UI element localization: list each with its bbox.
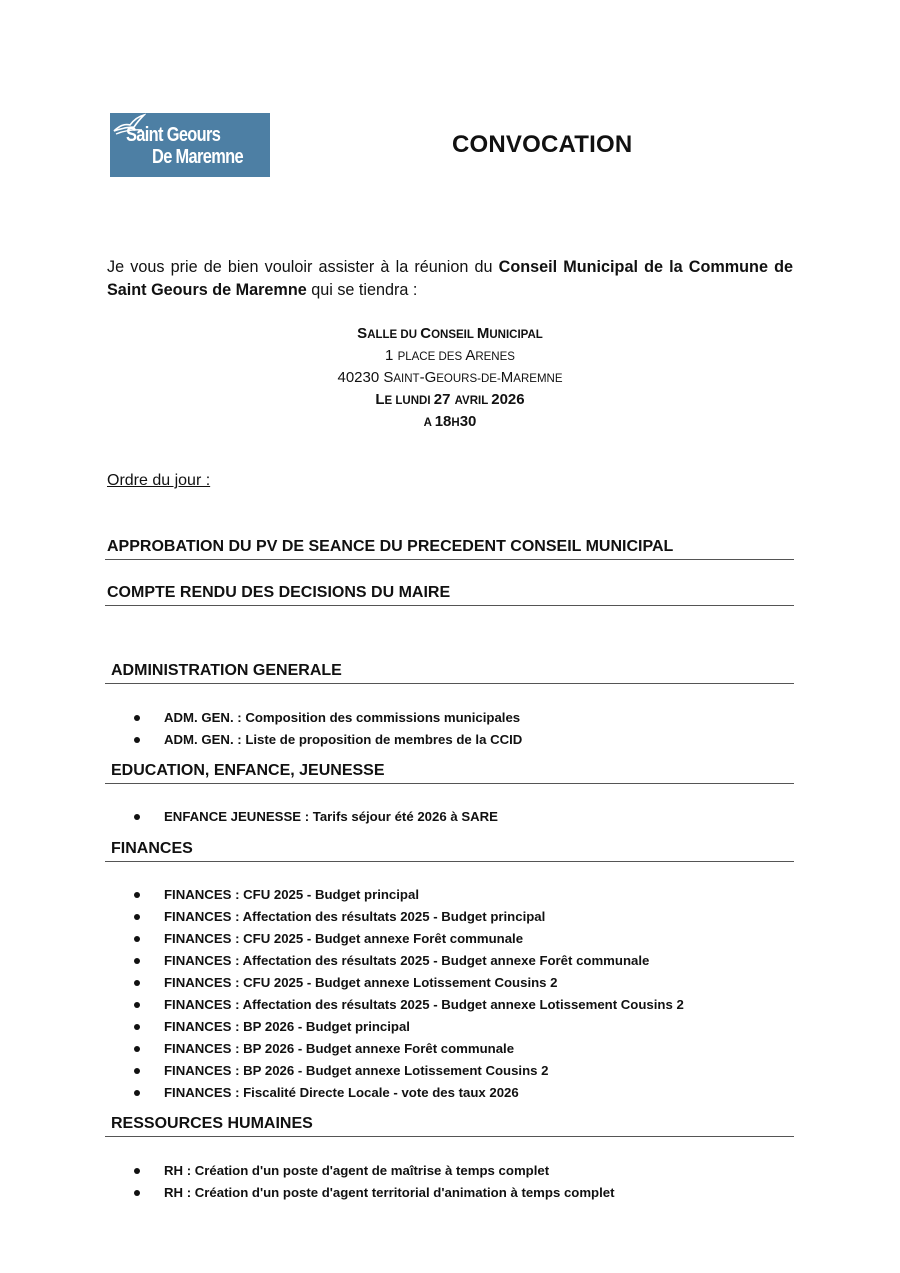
list-item: FINANCES : Affectation des résultats 2025 - Budget annexe Forêt communale xyxy=(0,950,684,972)
section-title: APPROBATION DU PV DE SEANCE DU PRECEDENT CONSEIL MUNICIPAL xyxy=(107,538,674,555)
document-title: CONVOCATION xyxy=(452,131,633,158)
list-item: FINANCES : BP 2026 - Budget principal xyxy=(0,1016,684,1038)
list-item: RH : Création d'un poste d'agent territorial d'animation à temps complet xyxy=(0,1182,615,1204)
list-item: ADM. GEN. : Composition des commissions municipales xyxy=(0,707,522,729)
list-item: FINANCES : BP 2026 - Budget annexe Forêt communale xyxy=(0,1038,684,1060)
bullet-icon xyxy=(134,958,140,964)
human-resources-list xyxy=(0,1160,615,1204)
section-pv-approval xyxy=(105,538,794,560)
section-title: ADMINISTRATION GENERALE xyxy=(111,662,342,679)
bullet-icon xyxy=(134,1046,140,1052)
logo-line-1: Saint Geours xyxy=(126,124,221,146)
section-administration xyxy=(105,662,794,684)
meeting-date: LE LUNDI 27 AVRIL 2026 xyxy=(375,391,525,408)
bullet-icon xyxy=(134,980,140,986)
agenda-label: Ordre du jour : xyxy=(107,472,211,489)
intro-tail: qui se tiendra : xyxy=(306,281,418,299)
bullet-icon xyxy=(134,1024,140,1030)
section-title: EDUCATION, ENFANCE, JEUNESSE xyxy=(111,762,385,779)
bullet-icon xyxy=(134,1168,140,1174)
intro-lead: Je vous prie de bien vouloir assister à la réunion du xyxy=(107,258,499,276)
list-item: FINANCES : CFU 2025 - Budget annexe Lotissement Cousins 2 xyxy=(0,972,684,994)
bullet-icon xyxy=(134,737,140,743)
bird-icon xyxy=(110,113,146,137)
section-title: FINANCES xyxy=(111,840,193,857)
venue-city: 40230 SAINT-GEOURS-DE-MAREMNE xyxy=(337,369,563,386)
bullet-icon xyxy=(134,1090,140,1096)
venue-room: SALLE DU CONSEIL MUNICIPAL xyxy=(357,325,543,342)
section-title: RESSOURCES HUMAINES xyxy=(111,1115,313,1132)
list-item: RH : Création d'un poste d'agent de maîtrise à temps complet xyxy=(0,1160,615,1182)
section-human-resources xyxy=(105,1115,794,1137)
meeting-time: A 18H30 xyxy=(423,413,477,430)
bullet-icon xyxy=(134,1190,140,1196)
bullet-icon xyxy=(134,715,140,721)
finances-list xyxy=(0,884,684,1104)
intro-paragraph xyxy=(107,256,793,302)
education-list xyxy=(0,806,498,828)
section-title: COMPTE RENDU DES DECISIONS DU MAIRE xyxy=(107,584,451,601)
bullet-icon xyxy=(134,892,140,898)
list-item: FINANCES : Affectation des résultats 2025 - Budget annexe Lotissement Cousins 2 xyxy=(0,994,684,1016)
list-item: FINANCES : CFU 2025 - Budget annexe Forêt communale xyxy=(0,928,684,950)
administration-list xyxy=(0,707,522,751)
section-mayor-decisions xyxy=(105,584,794,606)
intro-council-name: Conseil Municipal de la Commune de Saint Geours de Maremne xyxy=(107,258,793,299)
section-education xyxy=(105,762,794,784)
bullet-icon xyxy=(134,814,140,820)
municipality-logo xyxy=(110,113,270,177)
bullet-icon xyxy=(134,1002,140,1008)
bullet-icon xyxy=(134,936,140,942)
list-item: ADM. GEN. : Liste de proposition de membres de la CCID xyxy=(0,729,522,751)
logo-line-2: De Maremne xyxy=(152,146,243,168)
venue-address: 1 PLACE DES ARENES xyxy=(385,347,515,364)
list-item: FINANCES : Fiscalité Directe Locale - vote des taux 2026 xyxy=(0,1082,684,1104)
bullet-icon xyxy=(134,1068,140,1074)
list-item: FINANCES : Affectation des résultats 2025 - Budget principal xyxy=(0,906,684,928)
section-finances xyxy=(105,840,794,862)
list-item: FINANCES : CFU 2025 - Budget principal xyxy=(0,884,684,906)
list-item: ENFANCE JEUNESSE : Tarifs séjour été 2026 à SARE xyxy=(0,806,498,828)
list-item: FINANCES : BP 2026 - Budget annexe Lotissement Cousins 2 xyxy=(0,1060,684,1082)
bullet-icon xyxy=(134,914,140,920)
